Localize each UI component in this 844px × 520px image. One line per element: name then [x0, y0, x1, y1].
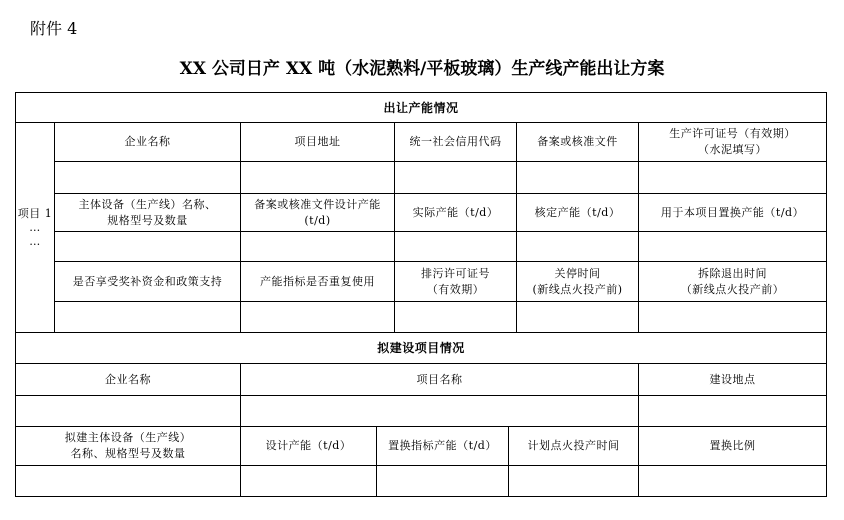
attachment-label: 附件 4: [30, 19, 78, 38]
section-header-new-project: 拟建设项目情况: [377, 341, 465, 355]
header-replacement-indicator: 置换指标产能（t/d）: [388, 439, 497, 452]
header-verified-capacity: 核定产能（t/d）: [534, 205, 621, 219]
header-new-company-name: 企业名称: [105, 372, 151, 386]
header-credit-code: 统一社会信用代码: [409, 135, 502, 148]
header-new-project-name: 项目名称: [416, 372, 463, 386]
header-new-main-equipment: 拟建主体设备（生产线） 名称、规格型号及数量: [64, 431, 192, 460]
header-project-address: 项目地址: [294, 135, 341, 148]
header-subsidy-support: 是否享受奖补资金和政策支持: [72, 274, 223, 288]
section-header-transfer: 出让产能情况: [383, 100, 459, 115]
project-label: 项目 1 … …: [17, 206, 53, 248]
header-actual-capacity: 实际产能（t/d）: [412, 205, 499, 219]
header-discharge-permit: 排污许可证号 （有效期）: [421, 266, 490, 296]
header-construction-site: 建设地点: [709, 372, 756, 386]
header-new-design-capacity: 设计产能（t/d）: [265, 439, 352, 452]
header-demolition-time: 拆除退出时间 （新线点火投产前）: [680, 266, 785, 296]
document-title: XX 公司日产 XX 吨（水泥熟料/平板玻璃）生产线产能出让方案: [179, 59, 665, 79]
header-company-name: 企业名称: [124, 135, 171, 148]
header-shutdown-time: 关停时间 (新线点火投产前): [532, 266, 623, 296]
header-design-capacity: 备案或核准文件设计产能 (t/d): [254, 197, 381, 227]
header-approval-file: 备案或核准文件: [537, 135, 618, 148]
header-replacement-ratio: 置换比例: [709, 439, 756, 452]
header-replacement-capacity: 用于本项目置换产能（t/d）: [660, 205, 805, 219]
header-reuse-indicator: 产能指标是否重复使用: [260, 274, 375, 288]
header-planned-startup: 计划点火投产时间: [527, 439, 620, 452]
header-main-equipment: 主体设备（生产线）名称、 规格型号及数量: [78, 197, 217, 227]
header-production-license: 生产许可证号（有效期） （水泥填写）: [669, 127, 796, 156]
